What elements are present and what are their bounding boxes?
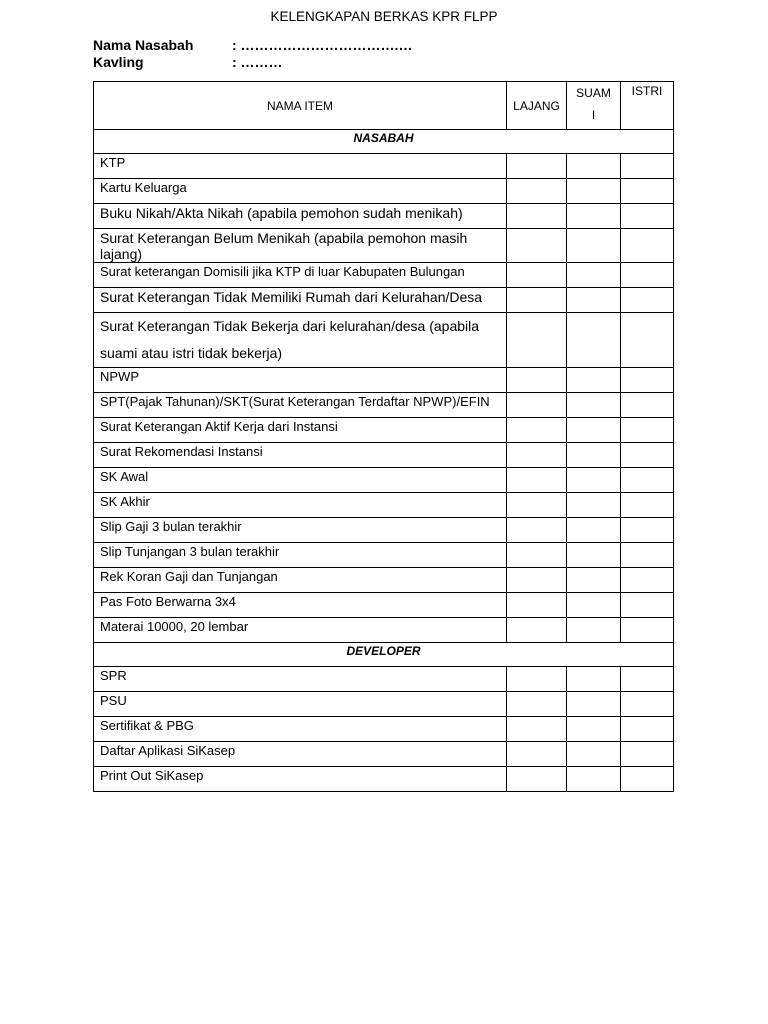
item-name: Surat Keterangan Aktif Kerja dari Instansi bbox=[94, 418, 507, 443]
checkbox-cell-lajang[interactable] bbox=[507, 667, 567, 692]
checkbox-cell-istri[interactable] bbox=[621, 263, 674, 288]
checkbox-cell-suami[interactable] bbox=[567, 618, 621, 643]
checkbox-cell-lajang[interactable] bbox=[507, 204, 567, 229]
checkbox-cell-lajang[interactable] bbox=[507, 443, 567, 468]
document-title: KELENGKAPAN BERKAS KPR FLPP bbox=[270, 9, 498, 24]
checkbox-cell-lajang[interactable] bbox=[507, 742, 567, 767]
checkbox-cell-lajang[interactable] bbox=[507, 393, 567, 418]
checkbox-cell-istri[interactable] bbox=[621, 468, 674, 493]
checkbox-cell-suami[interactable] bbox=[567, 288, 621, 313]
item-name: Slip Gaji 3 bulan terakhir bbox=[94, 518, 507, 543]
checkbox-cell-lajang[interactable] bbox=[507, 518, 567, 543]
item-name: KTP bbox=[94, 154, 507, 179]
checkbox-cell-suami[interactable] bbox=[567, 179, 621, 204]
checkbox-cell-suami[interactable] bbox=[567, 493, 621, 518]
kavling-label: Kavling bbox=[93, 54, 144, 70]
item-name: Sertifikat & PBG bbox=[94, 717, 507, 742]
checkbox-cell-lajang[interactable] bbox=[507, 493, 567, 518]
checkbox-cell-suami[interactable] bbox=[567, 543, 621, 568]
item-name: Materai 10000, 20 lembar bbox=[94, 618, 507, 643]
checkbox-cell-suami[interactable] bbox=[567, 593, 621, 618]
table-row bbox=[94, 692, 674, 717]
checkbox-cell-suami[interactable] bbox=[567, 468, 621, 493]
checkbox-cell-istri[interactable] bbox=[621, 179, 674, 204]
table-row bbox=[94, 667, 674, 692]
checkbox-cell-istri[interactable] bbox=[621, 667, 674, 692]
item-name: SPT(Pajak Tahunan)/SKT(Surat Keterangan Terdaftar NPWP)/EFIN bbox=[94, 393, 507, 418]
checkbox-cell-istri[interactable] bbox=[621, 767, 674, 792]
table-row bbox=[94, 493, 674, 518]
checkbox-cell-istri[interactable] bbox=[621, 692, 674, 717]
checkbox-cell-suami[interactable] bbox=[567, 692, 621, 717]
checkbox-cell-suami[interactable] bbox=[567, 418, 621, 443]
item-name: PSU bbox=[94, 692, 507, 717]
header-istri: ISTRI bbox=[621, 82, 674, 130]
table-row bbox=[94, 418, 674, 443]
table-row bbox=[94, 263, 674, 288]
item-name: Kartu Keluarga bbox=[94, 179, 507, 204]
checkbox-cell-suami[interactable] bbox=[567, 667, 621, 692]
checkbox-cell-istri[interactable] bbox=[621, 229, 674, 263]
checkbox-cell-suami[interactable] bbox=[567, 154, 621, 179]
item-name: Slip Tunjangan 3 bulan terakhir bbox=[94, 543, 507, 568]
item-name: Buku Nikah/Akta Nikah (apabila pemohon sudah menikah) bbox=[94, 204, 507, 229]
checkbox-cell-istri[interactable] bbox=[621, 418, 674, 443]
section-row bbox=[94, 130, 674, 154]
table-row bbox=[94, 154, 674, 179]
item-name: Rek Koran Gaji dan Tunjangan bbox=[94, 568, 507, 593]
checkbox-cell-lajang[interactable] bbox=[507, 229, 567, 263]
checkbox-cell-suami[interactable] bbox=[567, 518, 621, 543]
checkbox-cell-istri[interactable] bbox=[621, 204, 674, 229]
checkbox-cell-istri[interactable] bbox=[621, 288, 674, 313]
table-row bbox=[94, 229, 674, 263]
header-row bbox=[94, 82, 674, 130]
table-row bbox=[94, 393, 674, 418]
table-row bbox=[94, 593, 674, 618]
checkbox-cell-lajang[interactable] bbox=[507, 618, 567, 643]
checkbox-cell-lajang[interactable] bbox=[507, 368, 567, 393]
item-name: NPWP bbox=[94, 368, 507, 393]
table-row bbox=[94, 717, 674, 742]
checkbox-cell-lajang[interactable] bbox=[507, 568, 567, 593]
checkbox-cell-suami[interactable] bbox=[567, 393, 621, 418]
table-row bbox=[94, 313, 674, 368]
checkbox-cell-lajang[interactable] bbox=[507, 313, 567, 368]
table-row bbox=[94, 618, 674, 643]
header-lajang: LAJANG bbox=[507, 82, 567, 130]
checkbox-cell-istri[interactable] bbox=[621, 154, 674, 179]
checkbox-cell-istri[interactable] bbox=[621, 518, 674, 543]
item-name: Surat Keterangan Belum Menikah (apabila pemohon masih lajang) bbox=[94, 229, 507, 263]
item-name: Surat keterangan Domisili jika KTP di luar Kabupaten Bulungan bbox=[94, 263, 507, 288]
header-nama-item: NAMA ITEM bbox=[94, 82, 507, 130]
checkbox-cell-suami[interactable] bbox=[567, 229, 621, 263]
checkbox-cell-istri[interactable] bbox=[621, 543, 674, 568]
checkbox-cell-istri[interactable] bbox=[621, 443, 674, 468]
checkbox-cell-suami[interactable] bbox=[567, 443, 621, 468]
checkbox-cell-lajang[interactable] bbox=[507, 154, 567, 179]
table-row bbox=[94, 179, 674, 204]
table-row bbox=[94, 543, 674, 568]
checkbox-cell-lajang[interactable] bbox=[507, 288, 567, 313]
checkbox-cell-lajang[interactable] bbox=[507, 263, 567, 288]
table-row bbox=[94, 443, 674, 468]
checkbox-cell-lajang[interactable] bbox=[507, 179, 567, 204]
header-suami-line2: I bbox=[591, 108, 596, 122]
table-row bbox=[94, 767, 674, 792]
checkbox-cell-suami[interactable] bbox=[567, 313, 621, 368]
checkbox-cell-istri[interactable] bbox=[621, 568, 674, 593]
item-name: Surat Keterangan Tidak Bekerja dari kelurahan/desa (apabila suami atau istri tidak bekerja) bbox=[94, 313, 507, 368]
item-name: Daftar Aplikasi SiKasep bbox=[94, 742, 507, 767]
checkbox-cell-istri[interactable] bbox=[621, 393, 674, 418]
table-row bbox=[94, 288, 674, 313]
checkbox-cell-lajang[interactable] bbox=[507, 717, 567, 742]
section-row bbox=[94, 643, 674, 667]
item-name: Print Out SiKasep bbox=[94, 767, 507, 792]
item-name: SPR bbox=[94, 667, 507, 692]
checkbox-cell-lajang[interactable] bbox=[507, 767, 567, 792]
table-row bbox=[94, 368, 674, 393]
nama-nasabah-label: Nama Nasabah bbox=[93, 37, 194, 53]
header-suami-line1: SUAM bbox=[576, 86, 611, 100]
checkbox-cell-istri[interactable] bbox=[621, 717, 674, 742]
checkbox-cell-lajang[interactable] bbox=[507, 543, 567, 568]
nama-nasabah-value: : …………………………….… bbox=[232, 37, 413, 53]
table-row bbox=[94, 518, 674, 543]
item-name: Surat Keterangan Tidak Memiliki Rumah dari Kelurahan/Desa bbox=[94, 288, 507, 313]
item-name: SK Awal bbox=[94, 468, 507, 493]
checkbox-cell-lajang[interactable] bbox=[507, 468, 567, 493]
checklist-table bbox=[93, 81, 674, 792]
checkbox-cell-lajang[interactable] bbox=[507, 692, 567, 717]
checkbox-cell-suami[interactable] bbox=[567, 204, 621, 229]
section-title: NASABAH bbox=[94, 130, 674, 154]
checkbox-cell-suami[interactable] bbox=[567, 368, 621, 393]
kavling-value: : ……… bbox=[232, 54, 283, 70]
item-name: SK Akhir bbox=[94, 493, 507, 518]
checkbox-cell-istri[interactable] bbox=[621, 493, 674, 518]
checkbox-cell-istri[interactable] bbox=[621, 618, 674, 643]
table-row bbox=[94, 742, 674, 767]
item-name: Surat Rekomendasi Instansi bbox=[94, 443, 507, 468]
checkbox-cell-istri[interactable] bbox=[621, 313, 674, 368]
checkbox-cell-suami[interactable] bbox=[567, 742, 621, 767]
checkbox-cell-lajang[interactable] bbox=[507, 418, 567, 443]
checkbox-cell-istri[interactable] bbox=[621, 742, 674, 767]
checkbox-cell-suami[interactable] bbox=[567, 263, 621, 288]
header-suami bbox=[567, 82, 621, 130]
checkbox-cell-lajang[interactable] bbox=[507, 593, 567, 618]
checkbox-cell-suami[interactable] bbox=[567, 717, 621, 742]
item-name: Pas Foto Berwarna 3x4 bbox=[94, 593, 507, 618]
checkbox-cell-suami[interactable] bbox=[567, 568, 621, 593]
section-title: DEVELOPER bbox=[94, 643, 674, 667]
checkbox-cell-istri[interactable] bbox=[621, 368, 674, 393]
checkbox-cell-istri[interactable] bbox=[621, 593, 674, 618]
table-row bbox=[94, 204, 674, 229]
table-row bbox=[94, 568, 674, 593]
table-row bbox=[94, 468, 674, 493]
checkbox-cell-suami[interactable] bbox=[567, 767, 621, 792]
